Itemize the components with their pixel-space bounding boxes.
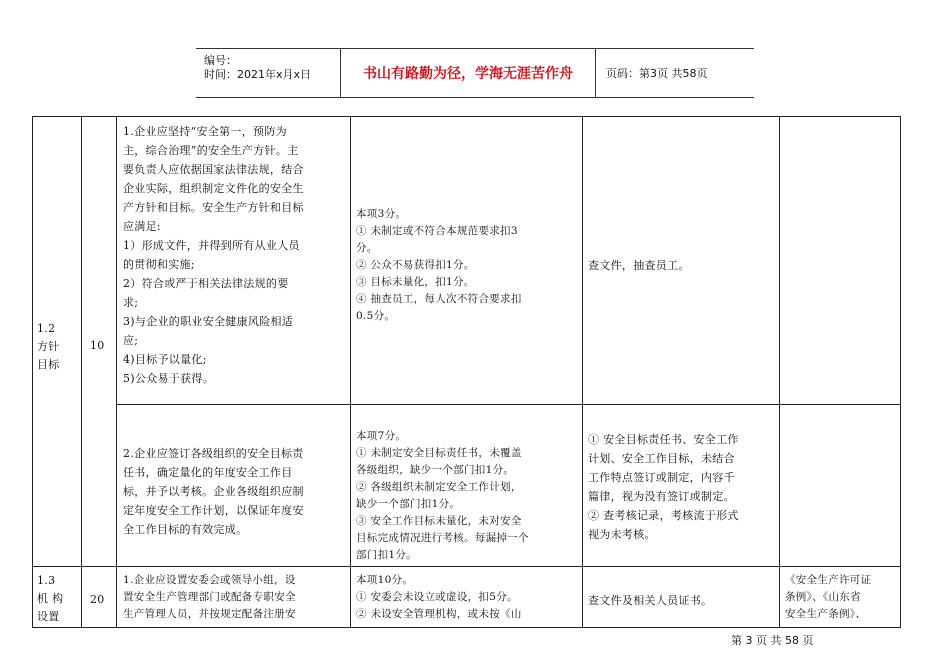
requirement-line: 3)与企业的职业安全健康风险相适 — [123, 315, 294, 328]
basis-line: 《安全生产许可证 — [785, 574, 872, 586]
basis-line: 条例》、《山东省 — [785, 591, 861, 603]
requirement-line: 1）形成文件，并得到所有从业人员 — [123, 239, 300, 252]
scoring-line: ③ 安全工作目标未量化，未对安全 — [356, 515, 522, 527]
row-1-3-basis — [785, 572, 899, 623]
row-1-3-name-line1: 机 构 — [37, 592, 64, 605]
scoring-line: ① 未制定安全目标责任书，未覆盖 — [356, 447, 522, 459]
requirement-line: 4)目标予以量化; — [123, 353, 207, 366]
row-1-2-code: 1.2 — [37, 322, 56, 335]
scoring-line: ④ 抽查员工，每人次不符合要求扣 — [356, 293, 522, 305]
row-1-2-item2-scoring — [356, 428, 580, 564]
row-1-2-score: 10 — [90, 339, 105, 352]
scoring-line: 缺少一个部门扣1分。 — [356, 498, 461, 510]
row-1-2-item1-method: 查文件，抽查员工。 — [588, 259, 690, 272]
method-line: 工作特点签订或制定，内容千 — [588, 471, 735, 484]
requirement-line: 2）符合或严于相关法律法规的要 — [123, 277, 289, 290]
scoring-line: 0.5分。 — [356, 310, 396, 322]
scoring-line: 各级组织，缺少一个部门扣1分。 — [356, 464, 515, 476]
method-line: ② 查考核记录，考核流于形式 — [588, 509, 739, 522]
scoring-line: ② 公众不易获得扣1分。 — [356, 259, 475, 271]
row-1-2-item1-scoring — [356, 206, 580, 325]
requirement-line: 生产管理人员，并按规定配备注册安 — [123, 608, 296, 620]
header-page-number: 页码：第3页 共58页 — [606, 67, 708, 80]
requirement-line: 全工作目标的有效完成。 — [123, 523, 248, 536]
scoring-line: 部门扣1分。 — [356, 549, 417, 561]
row-1-3-scoring — [356, 572, 580, 623]
requirement-line: 求; — [123, 296, 139, 309]
method-line: 计划、安全工作目标，未结合 — [588, 452, 735, 465]
requirement-line: 标，并予以考核。企业各级组织应制 — [123, 485, 304, 498]
document-number-label: 编号： — [204, 54, 237, 67]
scoring-line: ③ 目标未量化，扣1分。 — [356, 276, 475, 288]
row-1-2-item-cell — [37, 320, 79, 374]
method-line: 视为未考核。 — [588, 528, 656, 541]
scoring-line: ① 未制定或不符合本规范要求扣3 — [356, 225, 518, 237]
row-1-2-name-line1: 方针 — [37, 340, 60, 353]
row-1-3-score: 20 — [90, 593, 105, 606]
row-1-2-name-line2: 目标 — [37, 358, 60, 371]
scoring-line: 本项10分。 — [356, 574, 414, 586]
requirement-line: 1.企业应设置安委会或领导小组，设 — [123, 574, 296, 586]
scoring-line: ① 安委会未设立或虚设，扣5分。 — [356, 591, 518, 603]
row-1-3-item-cell — [37, 572, 79, 626]
scoring-line: ② 各级组织未制定安全工作计划， — [356, 481, 522, 493]
requirement-line: 2.企业应签订各级组织的安全目标责 — [123, 447, 304, 460]
header-meta-cell — [196, 49, 341, 97]
row-1-3-requirement — [123, 572, 349, 623]
requirement-line: 的贯彻和实施; — [123, 258, 195, 271]
requirement-line: 应; — [123, 334, 139, 347]
requirement-line: 应满足: — [123, 220, 161, 233]
row-1-3-name-line2: 设置 — [37, 610, 60, 623]
row-1-3-method: 查文件及相关人员证书。 — [588, 594, 713, 607]
requirement-line: 主，综合治理”的安全生产方针。主 — [123, 144, 299, 157]
document-time-label: 时间：2021年x月x日 — [204, 68, 312, 81]
requirement-line: 企业实际，组织制定文件化的安全生 — [123, 182, 304, 195]
row-1-2-item2-requirement — [123, 444, 349, 539]
requirement-line: 置安全生产管理部门或配备专职安全 — [123, 591, 296, 603]
basis-line: 安全生产条例》、 — [785, 608, 867, 620]
method-line: 篇律，视为没有签订或制定。 — [588, 490, 735, 503]
row-1-2-item1-requirement — [123, 122, 349, 388]
requirement-line: 要负责人应依据国家法律法规，结合 — [123, 163, 304, 176]
scoring-line: 分。 — [356, 242, 378, 254]
row-1-2-item2-method — [588, 430, 778, 544]
requirement-line: 定年度安全工作计划，以保证年度安 — [123, 504, 304, 517]
page-header — [196, 48, 754, 98]
requirement-line: 任书，确定量化的年度安全工作目 — [123, 466, 293, 479]
scoring-line: 本项7分。 — [356, 430, 407, 442]
requirement-line: 5)公众易于获得。 — [123, 372, 214, 385]
standards-table — [32, 116, 901, 628]
requirement-line: 1.企业应坚持“安全第一，预防为 — [123, 125, 287, 138]
requirement-line: 产方针和目标。安全生产方针和目标 — [123, 201, 304, 214]
method-line: ① 安全目标责任书、安全工作 — [588, 433, 739, 446]
scoring-line: 目标完成情况进行考核。每漏掉一个 — [356, 532, 529, 544]
scoring-line: 本项3分。 — [356, 208, 407, 220]
page-footer: 第 3 页 共 58 页 — [731, 634, 814, 647]
row-1-3-code: 1.3 — [37, 574, 56, 587]
scoring-line: ② 未设安全管理机构，或未按《山 — [356, 608, 522, 620]
header-motto: 书山有路勤为径，学海无涯苦作舟 — [341, 49, 596, 97]
